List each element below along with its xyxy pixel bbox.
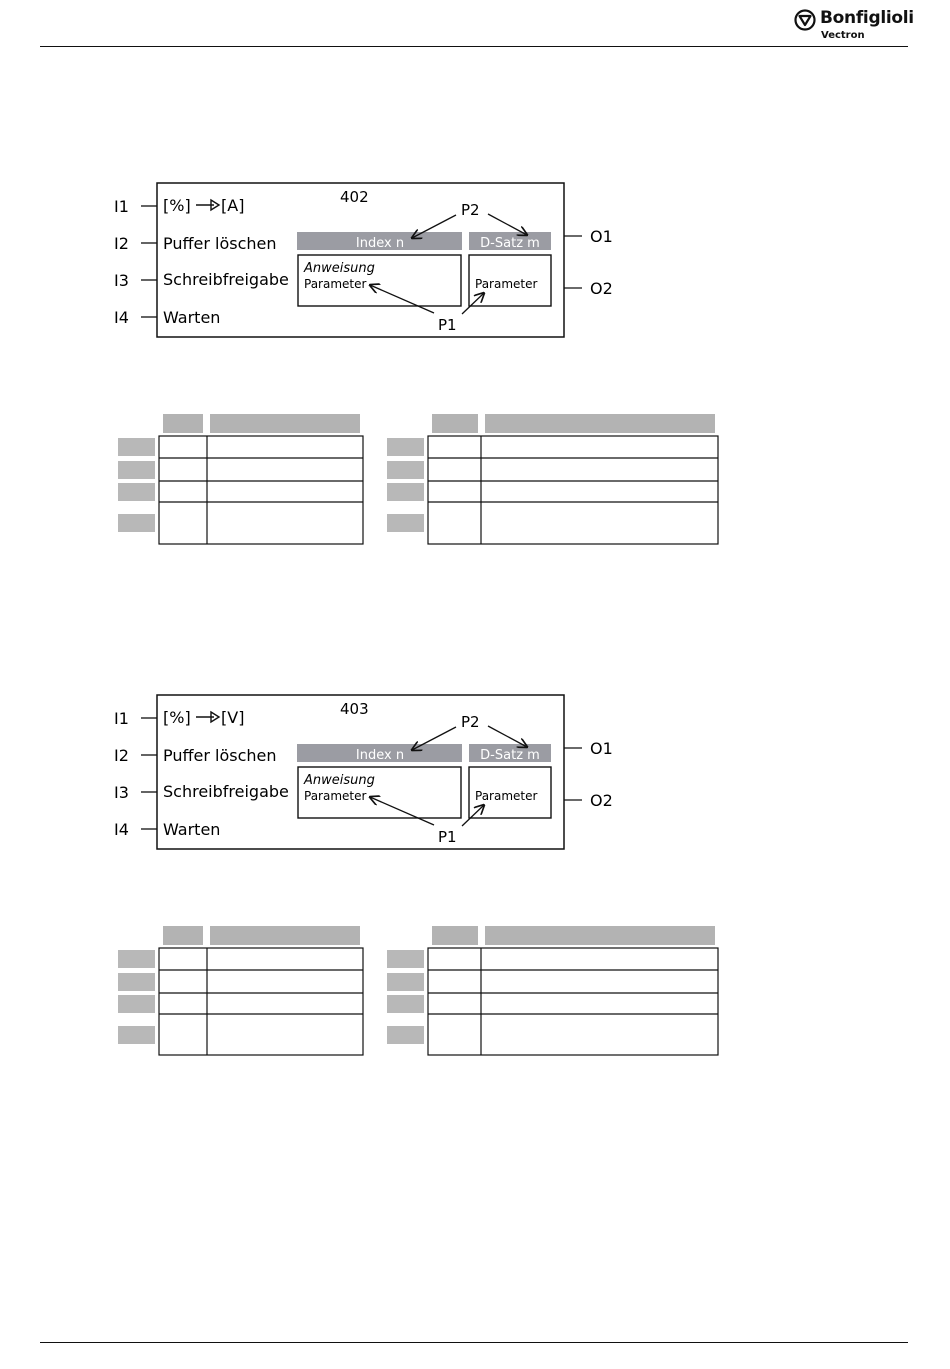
table-d-grid bbox=[428, 948, 718, 1055]
block-number: 402 bbox=[340, 188, 369, 206]
input-id-i1: I1 bbox=[114, 709, 129, 728]
input-label-i2: Puffer löschen bbox=[163, 234, 277, 253]
input-label-i1-right: [A] bbox=[221, 196, 245, 215]
p1-label: P1 bbox=[438, 828, 457, 846]
table-c-grid bbox=[159, 948, 363, 1055]
table-d-row-header-2 bbox=[387, 973, 424, 991]
p1-arrow-right bbox=[462, 293, 484, 314]
parameter-label-left: Parameter bbox=[304, 789, 367, 803]
table-b-grid bbox=[428, 436, 718, 544]
p1-arrow-left bbox=[370, 797, 434, 825]
input-label-i3: Schreibfreigabe bbox=[163, 270, 289, 289]
brand-logo bbox=[794, 8, 914, 44]
p2-label: P2 bbox=[461, 201, 480, 219]
input-label-i4: Warten bbox=[163, 820, 221, 839]
table-a-row-header-1 bbox=[118, 438, 155, 456]
table-b-header-cell-1 bbox=[432, 414, 478, 433]
index-label: Index n bbox=[355, 748, 405, 763]
bonfiglioli-triangle-logo-icon bbox=[794, 9, 816, 31]
table-d-row-header-3 bbox=[387, 995, 424, 1013]
table-a-row-header-2 bbox=[118, 461, 155, 479]
instruction-label: Anweisung bbox=[304, 261, 375, 276]
function-block-diagram-403 bbox=[0, 682, 950, 1102]
index-label: Index n bbox=[355, 236, 405, 251]
input-label-i1-left: [%] bbox=[163, 708, 191, 727]
table-a-header-cell-1 bbox=[163, 414, 203, 433]
p2-arrow-right bbox=[488, 726, 527, 747]
table-a-row-header-3 bbox=[118, 483, 155, 501]
parameter-label-right: Parameter bbox=[475, 789, 538, 803]
output-id-o2: O2 bbox=[590, 791, 613, 810]
input-id-i2: I2 bbox=[114, 234, 129, 253]
brand-name: Bonfiglioli bbox=[820, 8, 914, 28]
table-b-row-header-2 bbox=[387, 461, 424, 479]
parameter-label-left: Parameter bbox=[304, 277, 367, 291]
table-b-row-header-1 bbox=[387, 438, 424, 456]
input-id-i2: I2 bbox=[114, 746, 129, 765]
input-label-i1-left: [%] bbox=[163, 196, 191, 215]
table-a-grid bbox=[159, 436, 363, 544]
input-label-i2: Puffer löschen bbox=[163, 746, 277, 765]
input-id-i4: I4 bbox=[114, 308, 129, 327]
dsatz-label: D-Satz m bbox=[480, 748, 540, 763]
output-id-o1: O1 bbox=[590, 739, 613, 758]
table-c-row-header-1 bbox=[118, 950, 155, 968]
input-id-i3: I3 bbox=[114, 783, 129, 802]
table-a-header-cell-2 bbox=[210, 414, 360, 433]
table-d-row-header-4 bbox=[387, 1026, 424, 1044]
p1-arrow-left bbox=[370, 285, 434, 313]
table-d-row-header-1 bbox=[387, 950, 424, 968]
table-b-row-header-3 bbox=[387, 483, 424, 501]
input-label-i1-right: [V] bbox=[221, 708, 245, 727]
p1-arrow-right bbox=[462, 805, 484, 826]
parameter-label-right: Parameter bbox=[475, 277, 538, 291]
p1-label: P1 bbox=[438, 316, 457, 334]
input-label-i3: Schreibfreigabe bbox=[163, 782, 289, 801]
input-id-i4: I4 bbox=[114, 820, 129, 839]
table-c-header-cell-2 bbox=[210, 926, 360, 945]
table-b-header-cell-2 bbox=[485, 414, 715, 433]
table-c-row-header-4 bbox=[118, 1026, 155, 1044]
input-id-i3: I3 bbox=[114, 271, 129, 290]
output-id-o2: O2 bbox=[590, 279, 613, 298]
instruction-label: Anweisung bbox=[304, 773, 375, 788]
output-id-o1: O1 bbox=[590, 227, 613, 246]
p2-arrow-right bbox=[488, 214, 527, 235]
dsatz-label: D-Satz m bbox=[480, 236, 540, 251]
table-d-header-cell-1 bbox=[432, 926, 478, 945]
brand-subname: Vectron bbox=[821, 30, 865, 41]
block-number: 403 bbox=[340, 700, 369, 718]
p2-label: P2 bbox=[461, 713, 480, 731]
table-b-row-header-4 bbox=[387, 514, 424, 532]
table-c-header-cell-1 bbox=[163, 926, 203, 945]
table-c-row-header-3 bbox=[118, 995, 155, 1013]
header-rule bbox=[40, 46, 908, 47]
table-c-row-header-2 bbox=[118, 973, 155, 991]
input-label-i4: Warten bbox=[163, 308, 221, 327]
table-d-header-cell-2 bbox=[485, 926, 715, 945]
footer-rule bbox=[40, 1342, 908, 1343]
input-id-i1: I1 bbox=[114, 197, 129, 216]
table-a-row-header-4 bbox=[118, 514, 155, 532]
function-block-diagram-402 bbox=[0, 170, 950, 590]
